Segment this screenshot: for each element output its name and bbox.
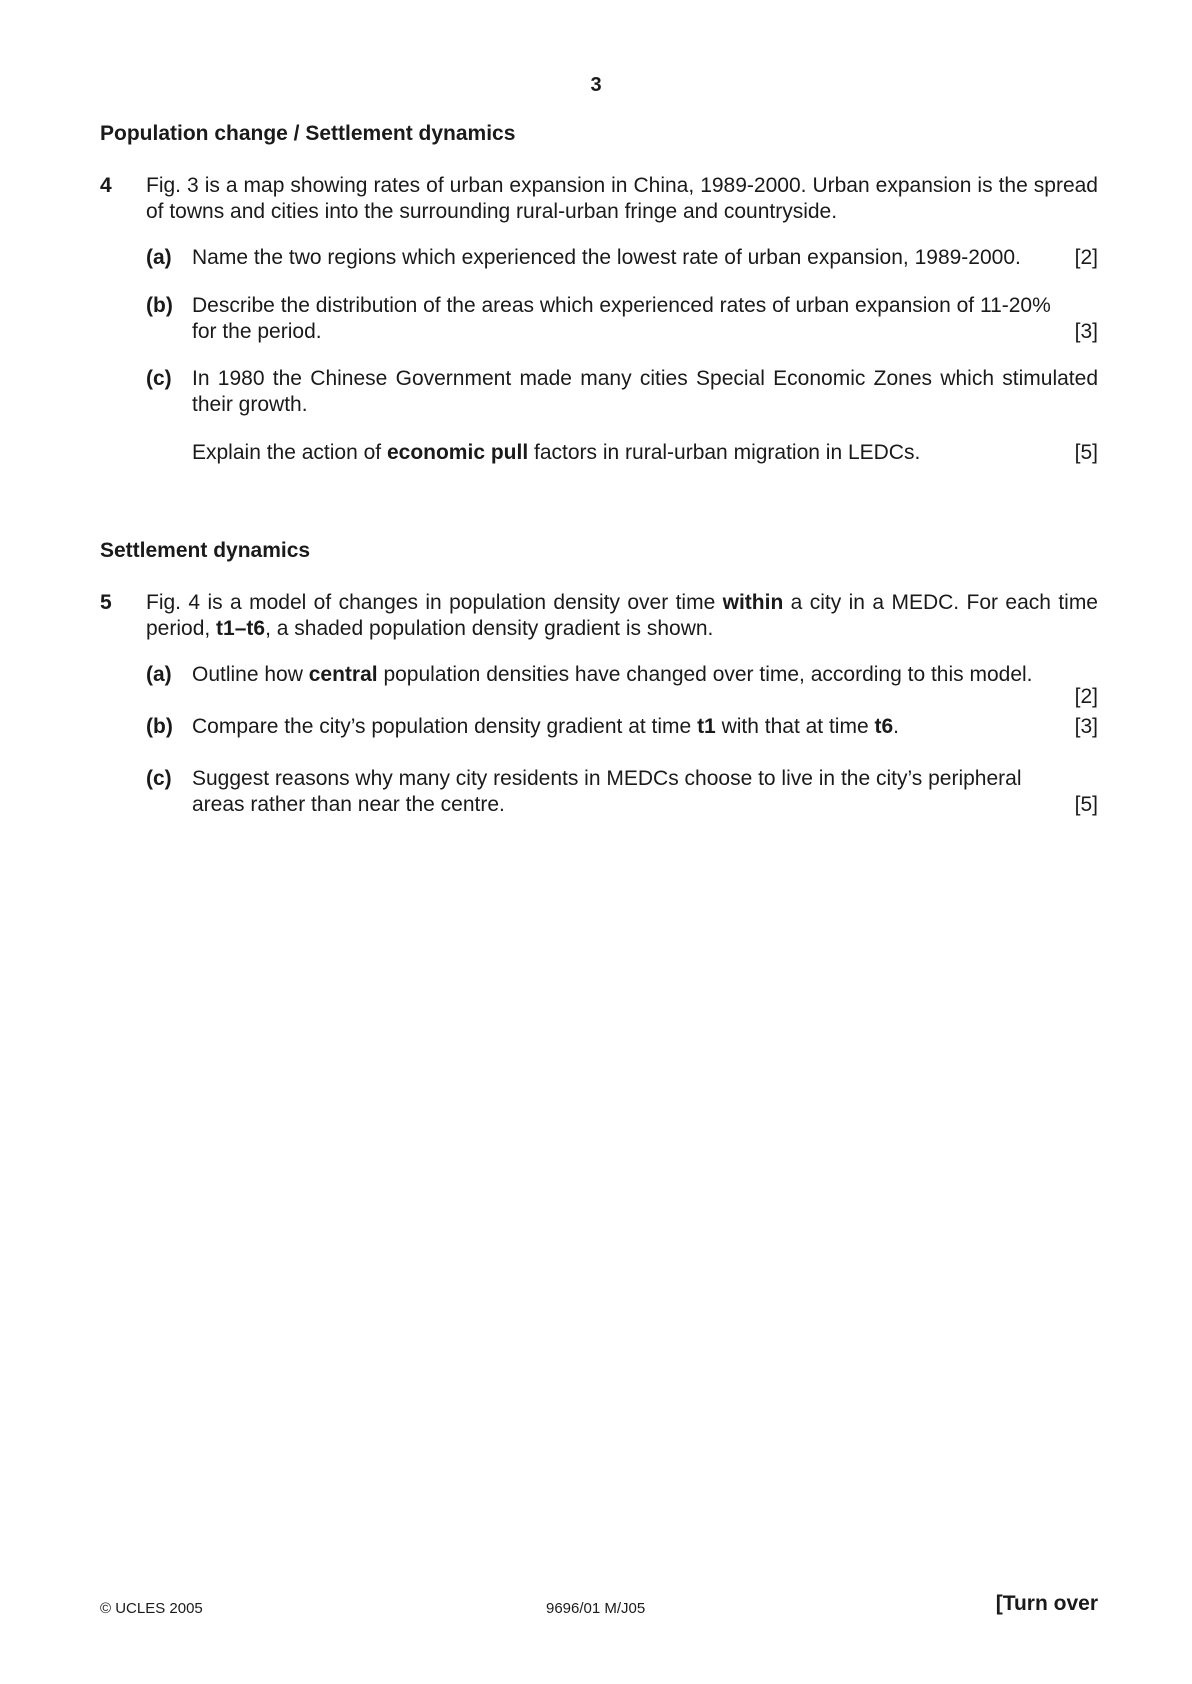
- part-text: In 1980 the Chinese Government made many cities Special Economic Zones which stimulated their growth.: [192, 367, 1098, 416]
- question-part-c: [146, 766, 1098, 818]
- intro-post: , a shaded population density gradient is shown.: [265, 617, 714, 640]
- question-5: [0, 590, 1192, 830]
- question-part-c: [146, 366, 1098, 466]
- text-post: population densities have changed over time, according to this model.: [377, 663, 1033, 686]
- marks: [5]: [1074, 793, 1098, 816]
- marks: [2]: [1074, 685, 1098, 708]
- intro-bold-t1-t6: t1–t6: [216, 617, 266, 640]
- text-pre: Compare the city’s population density gradient at time: [192, 715, 698, 738]
- text-post: .: [893, 715, 900, 738]
- explain-prefix: Explain the action of: [192, 441, 387, 464]
- question-intro: [146, 590, 1098, 642]
- part-text-line2: for the period.: [192, 320, 322, 343]
- marks: [3]: [1074, 320, 1098, 343]
- marks: [5]: [1074, 441, 1098, 464]
- part-text: Name the two regions which experienced the lowest rate of urban expansion, 1989-2000.: [192, 246, 1021, 269]
- page-number: 3: [590, 74, 602, 96]
- explain-suffix: factors in rural-urban migration in LEDCs.: [528, 441, 921, 464]
- marks: [3]: [1074, 715, 1098, 738]
- intro-mid: a city in a MEDC. For each time period,: [146, 591, 1098, 640]
- part-text: [192, 662, 1098, 688]
- question-number: 5: [100, 591, 112, 614]
- section-heading-settlement-dynamics: Settlement dynamics: [100, 539, 311, 562]
- marks: [2]: [1074, 246, 1098, 269]
- intro-pre: Fig. 4 is a model of changes in population density over time: [146, 591, 723, 614]
- part-label: (b): [146, 715, 173, 738]
- explain-bold: economic pull: [386, 441, 529, 464]
- question-intro: Fig. 3 is a map showing rates of urban expansion in China, 1989-2000. Urban expansion is the spread of towns and cities into the surrounding rural-urban fringe and countryside.: [146, 174, 1098, 223]
- text-pre: Outline how: [192, 663, 309, 686]
- footer-copyright: © UCLES 2005: [100, 1600, 203, 1617]
- part-label: (a): [146, 663, 172, 686]
- question-part-b: [146, 714, 1098, 740]
- question-number: 4: [100, 174, 112, 197]
- text-bold-t1: t1: [697, 715, 716, 738]
- footer-paper-code: 9696/01 M/J05: [546, 1600, 646, 1617]
- text-mid: with that at time: [715, 715, 875, 738]
- part-label: (b): [146, 294, 173, 317]
- part-label: (c): [146, 367, 172, 390]
- text-bold-t6: t6: [874, 715, 894, 738]
- part-label: (c): [146, 767, 172, 790]
- part-text-line1: Suggest reasons why many city residents in MEDCs choose to live in the city’s peripheral: [192, 767, 1022, 790]
- part-explain: [192, 440, 1098, 466]
- section-heading-population-change: Population change / Settlement dynamics: [100, 122, 516, 145]
- question-part-a: [146, 662, 1098, 708]
- question-4: [0, 173, 1192, 513]
- question-part-a: [146, 245, 1098, 271]
- intro-bold-within: within: [722, 591, 784, 614]
- turn-over-label: [Turn over: [995, 1592, 1098, 1615]
- part-label: (a): [146, 246, 172, 269]
- part-text: [192, 714, 1098, 740]
- question-part-b: [146, 293, 1098, 345]
- text-bold-central: central: [308, 663, 378, 686]
- part-text-line2: areas rather than near the centre.: [192, 793, 505, 816]
- part-text-line1: Describe the distribution of the areas which experienced rates of urban expansion of 11-20%: [192, 294, 1051, 317]
